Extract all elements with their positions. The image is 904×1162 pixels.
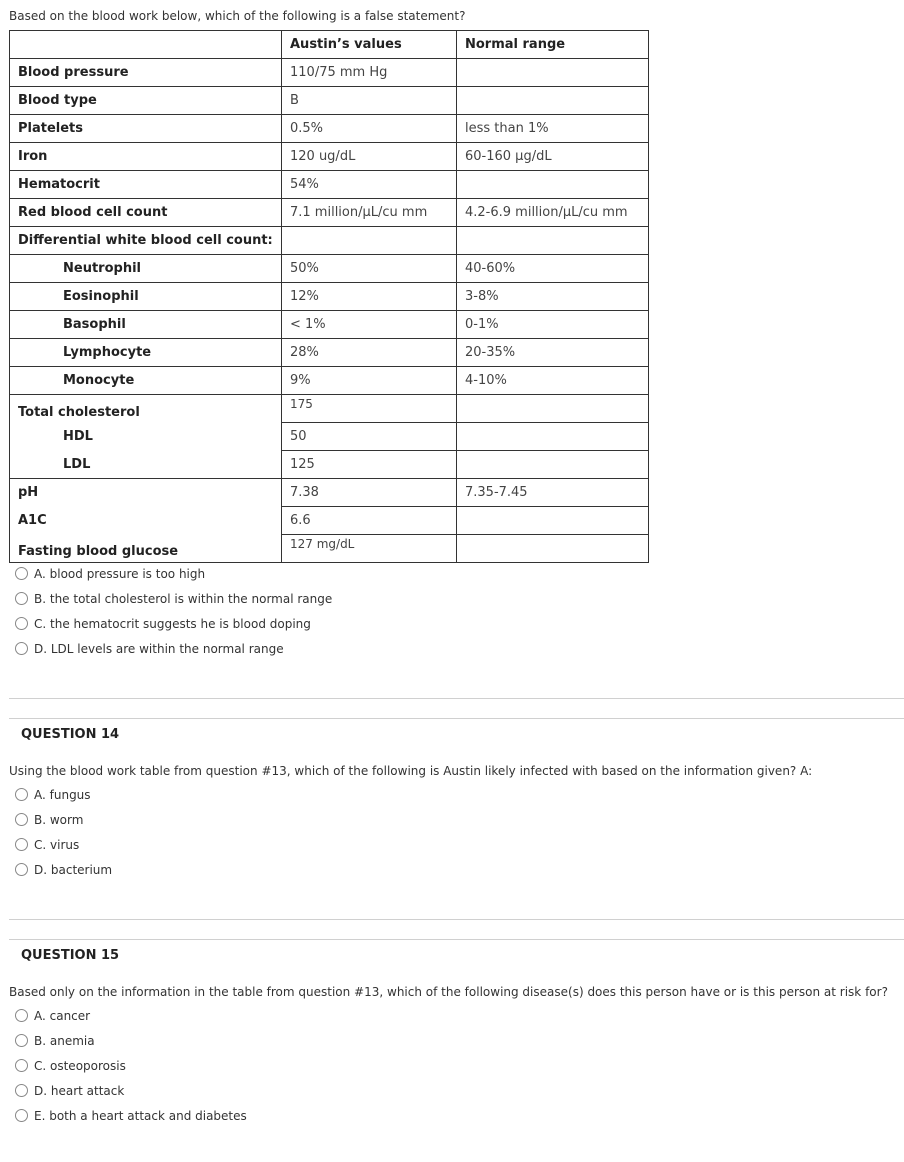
row-label-platelets: Platelets — [10, 115, 282, 143]
table-row — [10, 171, 649, 199]
table-row — [10, 199, 649, 227]
option-label: C. the hematocrit suggests he is blood doping — [34, 616, 311, 631]
option-label: B. the total cholesterol is within the normal range — [34, 591, 333, 606]
value-monocyte: 9% — [282, 367, 457, 395]
value-blood-pressure: 110/75 mm Hg — [282, 59, 457, 87]
range-basophil: 0-1% — [457, 311, 649, 339]
range-hematocrit — [457, 171, 649, 199]
q14-option-a[interactable] — [15, 782, 112, 807]
question-13-prompt: Based on the blood work below, which of the following is a false statement? — [9, 9, 466, 23]
q15-options — [15, 1003, 247, 1128]
option-label: D. LDL levels are within the normal range — [34, 641, 284, 656]
radio-button-icon[interactable] — [15, 617, 28, 630]
q15-option-b[interactable] — [15, 1028, 247, 1053]
range-monocyte: 4-10% — [457, 367, 649, 395]
value-neutrophil: 50% — [282, 255, 457, 283]
option-label: D. heart attack — [34, 1083, 125, 1098]
value-platelets: 0.5% — [282, 115, 457, 143]
range-total-cholesterol — [457, 395, 649, 423]
divider — [9, 718, 904, 719]
value-differential-wbc — [282, 227, 457, 255]
q13-option-d[interactable] — [15, 636, 332, 661]
q15-option-d[interactable] — [15, 1078, 247, 1103]
option-label: A. cancer — [34, 1008, 91, 1023]
range-fasting-blood-glucose — [457, 535, 649, 563]
divider — [9, 698, 904, 699]
table-row — [10, 143, 649, 171]
value-ldl: 125 — [282, 451, 457, 479]
question-15-text: Based only on the information in the table from question #13, which of the following disease(s) does this person have or is this person at risk for? — [9, 985, 888, 999]
row-label-eosinophil: Eosinophil — [10, 283, 282, 311]
row-label-a1c: A1C — [10, 507, 282, 535]
table-row — [10, 423, 649, 451]
header-empty — [10, 31, 282, 59]
radio-button-icon[interactable] — [15, 1034, 28, 1047]
table-row — [10, 535, 649, 563]
value-total-cholesterol: 175 — [282, 395, 457, 423]
radio-button-icon[interactable] — [15, 838, 28, 851]
row-label-total-cholesterol: Total cholesterol — [10, 395, 282, 423]
value-fasting-blood-glucose: 127 mg/dL — [282, 535, 457, 563]
option-label: C. osteoporosis — [34, 1058, 126, 1073]
row-label-iron: Iron — [10, 143, 282, 171]
q13-options — [15, 561, 332, 661]
radio-button-icon[interactable] — [15, 788, 28, 801]
table-row — [10, 479, 649, 507]
range-ldl — [457, 451, 649, 479]
table-row — [10, 59, 649, 87]
value-basophil: < 1% — [282, 311, 457, 339]
radio-button-icon[interactable] — [15, 1059, 28, 1072]
blood-work-table — [9, 30, 649, 563]
value-hematocrit: 54% — [282, 171, 457, 199]
q13-option-a[interactable] — [15, 561, 332, 586]
value-lymphocyte: 28% — [282, 339, 457, 367]
table-row — [10, 451, 649, 479]
radio-button-icon[interactable] — [15, 1109, 28, 1122]
row-label-ph: pH — [10, 479, 282, 507]
row-label-basophil: Basophil — [10, 311, 282, 339]
radio-button-icon[interactable] — [15, 1009, 28, 1022]
range-differential-wbc — [457, 227, 649, 255]
row-label-blood-pressure: Blood pressure — [10, 59, 282, 87]
row-label-blood-type: Blood type — [10, 87, 282, 115]
question-14-heading: QUESTION 14 — [21, 727, 120, 742]
table-row — [10, 311, 649, 339]
range-iron: 60-160 µg/dL — [457, 143, 649, 171]
radio-button-icon[interactable] — [15, 1084, 28, 1097]
option-label: A. fungus — [34, 787, 91, 802]
table-row — [10, 227, 649, 255]
option-label: A. blood pressure is too high — [34, 566, 206, 581]
range-platelets: less than 1% — [457, 115, 649, 143]
row-label-lymphocyte: Lymphocyte — [10, 339, 282, 367]
option-label: D. bacterium — [34, 862, 113, 877]
q14-option-c[interactable] — [15, 832, 112, 857]
divider — [9, 939, 904, 940]
range-eosinophil: 3-8% — [457, 283, 649, 311]
divider — [9, 919, 904, 920]
range-hdl — [457, 423, 649, 451]
header-austins-values: Austin’s values — [282, 31, 457, 59]
option-label: B. anemia — [34, 1033, 95, 1048]
row-label-neutrophil: Neutrophil — [10, 255, 282, 283]
q14-option-b[interactable] — [15, 807, 112, 832]
row-label-ldl: LDL — [10, 451, 282, 479]
q15-option-c[interactable] — [15, 1053, 247, 1078]
question-15-heading: QUESTION 15 — [21, 948, 120, 963]
table-row — [10, 283, 649, 311]
value-ph: 7.38 — [282, 479, 457, 507]
table-header-row — [10, 31, 649, 59]
range-neutrophil: 40-60% — [457, 255, 649, 283]
q15-option-a[interactable] — [15, 1003, 247, 1028]
range-blood-type — [457, 87, 649, 115]
radio-button-icon[interactable] — [15, 642, 28, 655]
radio-button-icon[interactable] — [15, 567, 28, 580]
row-label-hdl: HDL — [10, 423, 282, 451]
table-row — [10, 339, 649, 367]
question-14-text: Using the blood work table from question #13, which of the following is Austin likely infected with based on the information given? A: — [9, 764, 813, 778]
table-row — [10, 115, 649, 143]
range-ph: 7.35-7.45 — [457, 479, 649, 507]
table-row — [10, 87, 649, 115]
radio-button-icon[interactable] — [15, 863, 28, 876]
value-red-blood-cell-count: 7.1 million/µL/cu mm — [282, 199, 457, 227]
option-label: C. virus — [34, 837, 80, 852]
q13-option-c[interactable] — [15, 611, 332, 636]
row-label-monocyte: Monocyte — [10, 367, 282, 395]
row-label-hematocrit: Hematocrit — [10, 171, 282, 199]
row-label-fasting-blood-glucose: Fasting blood glucose — [10, 535, 282, 563]
range-red-blood-cell-count: 4.2-6.9 million/µL/cu mm — [457, 199, 649, 227]
header-normal-range: Normal range — [457, 31, 649, 59]
table-row — [10, 395, 649, 423]
q14-options — [15, 782, 112, 882]
option-label: B. worm — [34, 812, 84, 827]
row-label-red-blood-cell-count: Red blood cell count — [10, 199, 282, 227]
table-row — [10, 367, 649, 395]
q15-option-e[interactable] — [15, 1103, 247, 1128]
option-label: E. both a heart attack and diabetes — [34, 1108, 247, 1123]
value-blood-type: B — [282, 87, 457, 115]
range-blood-pressure — [457, 59, 649, 87]
row-label-differential-wbc: Differential white blood cell count: — [10, 227, 282, 255]
value-eosinophil: 12% — [282, 283, 457, 311]
value-a1c: 6.6 — [282, 507, 457, 535]
table-row — [10, 255, 649, 283]
q13-option-b[interactable] — [15, 586, 332, 611]
q14-option-d[interactable] — [15, 857, 112, 882]
radio-button-icon[interactable] — [15, 592, 28, 605]
range-a1c — [457, 507, 649, 535]
range-lymphocyte: 20-35% — [457, 339, 649, 367]
table-row — [10, 507, 649, 535]
value-iron: 120 ug/dL — [282, 143, 457, 171]
value-hdl: 50 — [282, 423, 457, 451]
radio-button-icon[interactable] — [15, 813, 28, 826]
